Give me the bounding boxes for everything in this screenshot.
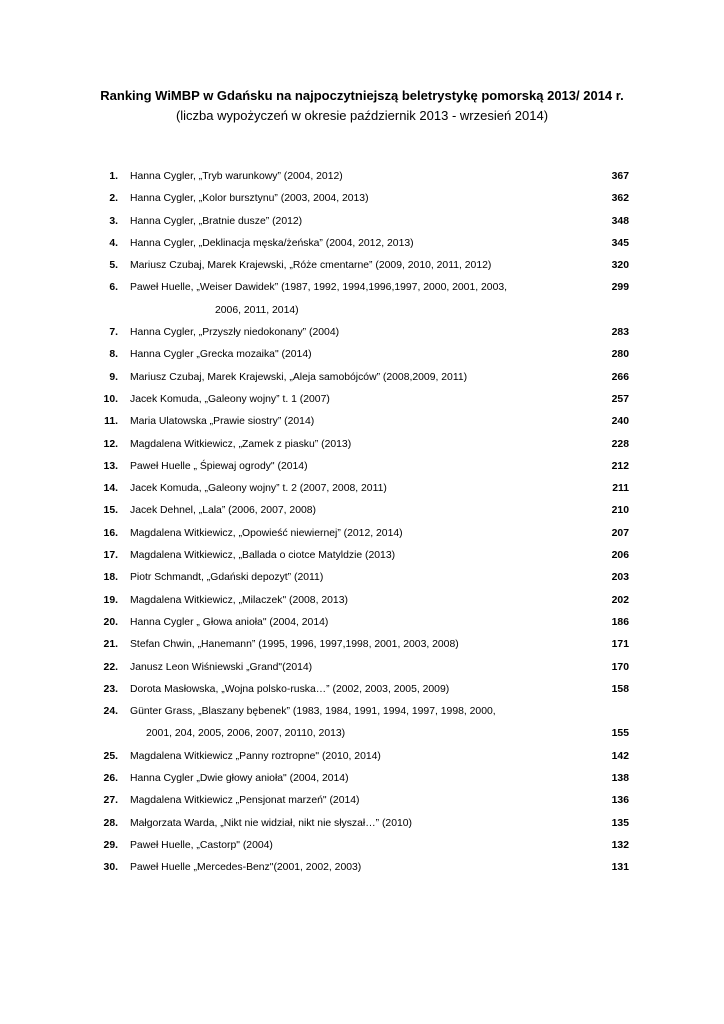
book-entry bbox=[130, 567, 570, 589]
loan-count: 131 bbox=[611, 862, 629, 874]
book-entry-line: Hanna Cygler, „Kolor bursztynu” (2003, 2004, 2013) bbox=[130, 193, 369, 205]
book-entry-line: Jacek Dehnel, „Lala” (2006, 2007, 2008) bbox=[130, 505, 316, 517]
book-entry-line: Jacek Komuda, „Galeony wojny” t. 1 (2007) bbox=[130, 393, 330, 405]
rank-number: 23. bbox=[103, 683, 118, 695]
book-entry-line: Maria Ulatowska „Prawie siostry” (2014) bbox=[130, 416, 315, 428]
book-entry-line: Magdalena Witkiewicz „Panny roztropne" (2010, 2014) bbox=[130, 750, 381, 762]
book-entry bbox=[130, 835, 570, 857]
book-entry bbox=[130, 523, 570, 545]
rank-number: 26. bbox=[103, 773, 118, 785]
rank-number: 4. bbox=[109, 237, 118, 249]
book-entry bbox=[130, 679, 570, 701]
book-entry-line: Janusz Leon Wiśniewski „Grand"(2014) bbox=[130, 661, 313, 673]
book-entry-line-continued: 2001, 204, 2005, 2006, 2007, 20110, 2013) bbox=[146, 728, 346, 740]
loan-count: 136 bbox=[611, 795, 629, 807]
rank-number: 7. bbox=[109, 327, 118, 339]
book-entry bbox=[130, 701, 570, 746]
rank-number: 18. bbox=[103, 572, 118, 584]
rank-number: 14. bbox=[103, 483, 118, 495]
book-entry bbox=[130, 657, 570, 679]
book-entry bbox=[130, 790, 570, 812]
book-entry-line: Jacek Komuda, „Galeony wojny” t. 2 (2007, 2008, 2011) bbox=[130, 483, 387, 495]
ranking-row bbox=[0, 857, 724, 879]
book-entry-line: Hanna Cygler „Grecka mozaika" (2014) bbox=[130, 349, 312, 361]
ranking-row bbox=[0, 434, 724, 456]
book-entry bbox=[130, 545, 570, 567]
loan-count: 240 bbox=[611, 416, 629, 428]
loan-count: 212 bbox=[611, 460, 629, 472]
loan-count: 266 bbox=[611, 371, 629, 383]
ranking-row bbox=[0, 389, 724, 411]
book-entry-line: Dorota Masłowska, „Wojna polsko-ruska…” (2002, 2003, 2005, 2009) bbox=[130, 683, 450, 695]
ranking-row bbox=[0, 478, 724, 500]
ranking-row bbox=[0, 679, 724, 701]
rank-number: 13. bbox=[103, 460, 118, 472]
book-entry bbox=[130, 255, 570, 277]
book-entry-line: Hanna Cygler „Dwie głowy anioła" (2004, 2014) bbox=[130, 773, 349, 785]
book-entry-line: Mariusz Czubaj, Marek Krajewski, „Aleja samobójców” (2008,2009, 2011) bbox=[130, 371, 468, 383]
book-entry bbox=[130, 590, 570, 612]
book-entry bbox=[130, 411, 570, 433]
book-entry bbox=[130, 813, 570, 835]
ranking-row bbox=[0, 456, 724, 478]
book-entry-line: Hanna Cygler, „Tryb warunkowy” (2004, 2012) bbox=[130, 171, 343, 182]
loan-count: 299 bbox=[611, 282, 629, 294]
rank-number: 30. bbox=[103, 862, 118, 874]
ranking-row bbox=[0, 411, 724, 433]
book-entry-line-continued: 2006, 2011, 2014) bbox=[215, 304, 299, 316]
book-entry-line: Günter Grass, „Blaszany bębenek” (1983, 1984, 1991, 1994, 1997, 1998, 2000, bbox=[130, 706, 496, 718]
book-entry-line: Magdalena Witkiewicz, „Ballada o ciotce Matyldzie (2013) bbox=[130, 550, 396, 562]
rank-number: 8. bbox=[109, 349, 118, 361]
rank-number: 22. bbox=[103, 661, 118, 673]
ranking-row bbox=[0, 701, 724, 746]
book-entry-line: Paweł Huelle „ Śpiewaj ogrody" (2014) bbox=[130, 460, 308, 472]
loan-count: 170 bbox=[611, 661, 629, 673]
book-entry-line: Paweł Huelle „Mercedes-Benz"(2001, 2002, 2003) bbox=[130, 862, 362, 874]
book-entry-line: Hanna Cygler „ Głowa anioła" (2004, 2014) bbox=[130, 616, 329, 628]
ranking-row bbox=[0, 612, 724, 634]
book-entry-line: Hanna Cygler, „Bratnie dusze” (2012) bbox=[130, 215, 303, 227]
loan-count: 348 bbox=[611, 215, 629, 227]
loan-count: 228 bbox=[611, 438, 629, 450]
loan-count: 207 bbox=[611, 527, 629, 539]
book-entry bbox=[130, 344, 570, 366]
book-entry bbox=[130, 768, 570, 790]
loan-count: 186 bbox=[611, 616, 629, 628]
ranking-row bbox=[0, 523, 724, 545]
loan-count: 211 bbox=[612, 483, 629, 495]
book-entry-line: Paweł Huelle, „Castorp" (2004) bbox=[130, 839, 273, 851]
rank-number: 24. bbox=[103, 706, 118, 718]
loan-count: 138 bbox=[611, 773, 629, 785]
book-entry bbox=[130, 233, 570, 255]
rank-number: 28. bbox=[103, 817, 118, 829]
ranking-row bbox=[0, 790, 724, 812]
rank-number: 20. bbox=[103, 616, 118, 628]
loan-count: 206 bbox=[611, 550, 629, 562]
book-entry-line: Małgorzata Warda, „Nikt nie widział, nikt nie słyszał…” (2010) bbox=[130, 817, 412, 829]
book-entry bbox=[130, 857, 570, 879]
ranking-row bbox=[0, 590, 724, 612]
rank-number: 16. bbox=[103, 527, 118, 539]
ranking-row bbox=[0, 255, 724, 277]
rank-number: 6. bbox=[109, 282, 118, 294]
loan-count: 367 bbox=[611, 171, 629, 182]
book-entry bbox=[130, 746, 570, 768]
loan-count: 155 bbox=[611, 728, 629, 740]
ranking-row bbox=[0, 367, 724, 389]
rank-number: 17. bbox=[103, 550, 118, 562]
book-entry-line: Mariusz Czubaj, Marek Krajewski, „Róże cmentarne” (2009, 2010, 2011, 2012) bbox=[130, 260, 492, 272]
loan-count: 202 bbox=[611, 594, 629, 606]
book-entry bbox=[130, 211, 570, 233]
ranking-row bbox=[0, 344, 724, 366]
rank-number: 15. bbox=[103, 505, 118, 517]
ranking-row bbox=[0, 277, 724, 322]
ranking-row bbox=[0, 322, 724, 344]
loan-count: 142 bbox=[611, 750, 629, 762]
book-entry bbox=[130, 500, 570, 522]
book-entry bbox=[130, 389, 570, 411]
ranking-list bbox=[0, 166, 724, 880]
ranking-row bbox=[0, 166, 724, 188]
rank-number: 9. bbox=[109, 371, 118, 383]
book-entry-line: Paweł Huelle, „Weiser Dawidek” (1987, 1992, 1994,1996,1997, 2000, 2001, 2003, bbox=[130, 282, 508, 294]
book-entry-line: Piotr Schmandt, „Gdański depozyt” (2011) bbox=[130, 572, 324, 584]
rank-number: 1. bbox=[109, 171, 118, 182]
ranking-row bbox=[0, 768, 724, 790]
book-entry bbox=[130, 322, 570, 344]
rank-number: 27. bbox=[103, 795, 118, 807]
loan-count: 280 bbox=[611, 349, 629, 361]
book-entry-line: Magdalena Witkiewicz, „Opowieść niewiernej” (2012, 2014) bbox=[130, 527, 403, 539]
loan-count: 283 bbox=[611, 327, 629, 339]
book-entry bbox=[130, 367, 570, 389]
loan-count: 257 bbox=[611, 393, 629, 405]
book-entry-line: Magdalena Witkiewicz, „Milaczek" (2008, 2013) bbox=[130, 594, 348, 606]
ranking-row bbox=[0, 545, 724, 567]
book-entry bbox=[130, 434, 570, 456]
book-entry-line: Magdalena Witkiewicz „Pensjonat marzeń" (2014) bbox=[130, 795, 360, 807]
book-entry-line: Hanna Cygler, „Deklinacja męska/żeńska” (2004, 2012, 2013) bbox=[130, 237, 414, 249]
rank-number: 25. bbox=[103, 750, 118, 762]
loan-count: 158 bbox=[611, 683, 629, 695]
ranking-row bbox=[0, 813, 724, 835]
book-entry bbox=[130, 456, 570, 478]
rank-number: 11. bbox=[104, 416, 118, 428]
rank-number: 5. bbox=[109, 260, 118, 272]
ranking-row bbox=[0, 746, 724, 768]
rank-number: 10. bbox=[103, 393, 118, 405]
ranking-row bbox=[0, 188, 724, 210]
book-entry bbox=[130, 166, 570, 188]
rank-number: 29. bbox=[103, 839, 118, 851]
rank-number: 19. bbox=[103, 594, 118, 606]
loan-count: 132 bbox=[611, 839, 629, 851]
ranking-row bbox=[0, 500, 724, 522]
ranking-row bbox=[0, 657, 724, 679]
book-entry bbox=[130, 634, 570, 656]
loan-count: 345 bbox=[611, 237, 629, 249]
document-subtitle: (liczba wypożyczeń w okresie październik 2013 - wrzesień 2014) bbox=[175, 108, 549, 123]
book-entry-line: Hanna Cygler, „Przyszły niedokonany” (2004) bbox=[130, 327, 340, 339]
rank-number: 2. bbox=[109, 193, 118, 205]
document-title: Ranking WiMBP w Gdańsku na najpoczytniejszą beletrystykę pomorską 2013/ 2014 r. bbox=[100, 88, 624, 103]
ranking-row bbox=[0, 567, 724, 589]
rank-number: 21. bbox=[103, 639, 118, 651]
loan-count: 135 bbox=[611, 817, 629, 829]
book-entry bbox=[130, 612, 570, 634]
ranking-row bbox=[0, 233, 724, 255]
loan-count: 320 bbox=[611, 260, 629, 272]
book-entry bbox=[130, 188, 570, 210]
loan-count: 362 bbox=[611, 193, 629, 205]
loan-count: 171 bbox=[611, 639, 629, 651]
ranking-row bbox=[0, 211, 724, 233]
book-entry-line: Stefan Chwin, „Hanemann” (1995, 1996, 1997,1998, 2001, 2003, 2008) bbox=[130, 639, 459, 651]
rank-number: 12. bbox=[103, 438, 118, 450]
book-entry-line: Magdalena Witkiewicz, „Zamek z piasku” (2013) bbox=[130, 438, 352, 450]
rank-number: 3. bbox=[109, 215, 118, 227]
ranking-row bbox=[0, 634, 724, 656]
loan-count: 203 bbox=[611, 572, 629, 584]
ranking-row bbox=[0, 835, 724, 857]
book-entry bbox=[130, 277, 570, 322]
loan-count: 210 bbox=[611, 505, 629, 517]
book-entry bbox=[130, 478, 570, 500]
